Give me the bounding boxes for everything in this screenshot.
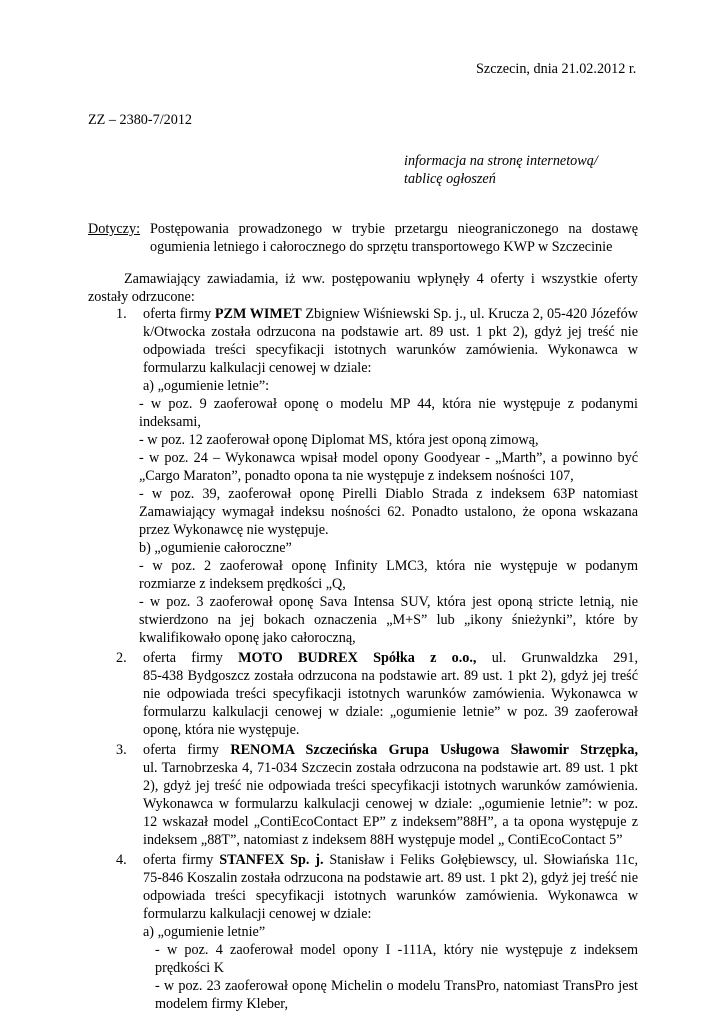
offer-4-line-3: odpowiada treści specyfikacji istotnych warunków zamówienia. Wykonawca w bbox=[143, 888, 638, 904]
intro-line-2: zostały odrzucone: bbox=[88, 289, 195, 305]
offer-1-line-2: k/Otwocka została odrzucona na podstawie art. 89 ust. 1 pkt 2), gdyż jej treść nie bbox=[143, 324, 638, 340]
offer-2-line-1: oferta firmy MOTO BUDREX Spółka z o.o., ul. Grunwaldzka 291, bbox=[143, 650, 638, 666]
offer-1-b-item-2: - w poz. 3 zaoferował oponę Sava Intensa SUV, która jest oponą stricte letnią, nie bbox=[139, 594, 638, 610]
intro-line-1: Zamawiający zawiadamia, iż ww. postępowaniu wpłynęły 4 oferty i wszystkie oferty bbox=[124, 271, 638, 287]
offer-3-firm: RENOMA Szczecińska Grupa Usługowa Sławomir Strzępka, bbox=[230, 742, 638, 758]
offer-1-firm: PZM WIMET bbox=[214, 306, 302, 322]
offer-1-a-item-2: - w poz. 12 zaoferował oponę Diplomat MS, która jest oponą zimową, bbox=[139, 432, 539, 448]
offer-1-a-item-4-end: przez Wykonawcę nie występuje. bbox=[139, 522, 329, 538]
offer-1-b-item-2-cont: stwierdzono na jej bokach oznaczenia „M+S” lub „ikony śnieżynki”, które by bbox=[139, 612, 638, 628]
offer-1-a-item-3-cont: „Cargo Maraton”, ponadto opona ta nie występuje z indeksem nośności 107, bbox=[139, 468, 574, 484]
offer-1-number: 1. bbox=[116, 306, 127, 322]
offer-3-line-2: ul. Tarnobrzeska 4, 71-034 Szczecin została odrzucona na podstawie art. 89 ust. 1 pkt bbox=[143, 760, 638, 776]
offer-4-number: 4. bbox=[116, 852, 127, 868]
offer-1-b-item-1: - w poz. 2 zaoferował oponę Infinity LMC3, która nie występuje w podanym bbox=[139, 558, 638, 574]
offer-1-b-item-2-end: kwalifikowało oponę jako całoroczną, bbox=[139, 630, 356, 646]
reference-number: ZZ – 2380-7/2012 bbox=[88, 112, 193, 128]
offer-1-a-heading: a) „ogumienie letnie”: bbox=[143, 378, 270, 394]
offer-4-a-item-1-cont: prędkości K bbox=[155, 960, 224, 976]
offer-3-number: 3. bbox=[116, 742, 127, 758]
offer-2-line-5: oponę, która nie występuje. bbox=[143, 722, 300, 738]
offer-2-line-3: nie odpowiada treści specyfikacji istotnych warunków zamówienia. Wykonawca w bbox=[143, 686, 638, 702]
subject-line-2: ogumienia letniego i całorocznego do sprzętu transportowego KWP w Szczecinie bbox=[150, 239, 613, 255]
place-date: Szczecin, dnia 21.02.2012 r. bbox=[476, 61, 637, 77]
subject-line-1: Postępowania prowadzonego w trybie przetargu nieograniczonego na dostawę bbox=[150, 221, 638, 237]
offer-1-a-item-4: - w poz. 39, zaoferował oponę Pirelli Diablo Strada z indeksem 63P natomiast bbox=[139, 486, 638, 502]
offer-1-line-3: odpowiada treści specyfikacji istotnych warunków zamówienia. Wykonawca w bbox=[143, 342, 638, 358]
offer-1-a-item-1: - w poz. 9 zaoferował oponę o modelu MP 44, która nie występuje z podanymi bbox=[139, 396, 638, 412]
offer-4-a-item-1: - w poz. 4 zaoferował model opony I -111A, który nie występuje z indeksem bbox=[155, 942, 638, 958]
offer-1-a-item-4-cont: Zamawiający wymagał indeksu nośności 62. Ponadto ustalono, że opona wskazana bbox=[139, 504, 638, 520]
offer-1-a-item-1-cont: indeksami, bbox=[139, 414, 201, 430]
offer-3-line-6: indeksem „88T”, natomiast z indeksem 88H występuje model „ ContiEcoContact 5” bbox=[143, 832, 623, 848]
offer-4-line-2: 75-846 Koszalin została odrzucona na podstawie art. 89 ust. 1 pkt 2), gdyż jej treść nie bbox=[143, 870, 638, 886]
offer-3-line-5: 12 wskazał model „ContiEcoContact EP” z indeksem”88H”, a ta opona występuje z bbox=[143, 814, 638, 830]
offer-4-a-item-2-cont: modelem firmy Kleber, bbox=[155, 996, 288, 1012]
offer-4-a-heading: a) „ogumienie letnie” bbox=[143, 924, 266, 940]
subject-label: Dotyczy: bbox=[88, 221, 141, 237]
offer-2-line-2: 85-438 Bydgoszcz została odrzucona na podstawie art. 89 ust. 1 pkt 2), gdyż jej treść bbox=[143, 668, 638, 684]
offer-2-number: 2. bbox=[116, 650, 127, 666]
offer-1-b-heading: b) „ogumienie całoroczne” bbox=[139, 540, 292, 556]
offer-4-a-item-2: - w poz. 23 zaoferował oponę Michelin o modelu TransPro, natomiast TransPro jest bbox=[155, 978, 638, 994]
offer-3-line-4: Wykonawca w formularzu kalkulacji cenowej w dziale: „ogumienie letnie”: w poz. bbox=[143, 796, 638, 812]
offer-3-line-1: oferta firmy RENOMA Szczecińska Grupa Usługowa Sławomir Strzępka, bbox=[143, 742, 638, 758]
offer-1-a-item-3: - w poz. 24 – Wykonawca wpisał model opony Goodyear - „Marth”, a powinno być bbox=[139, 450, 638, 466]
notice-line-1: informacja na stronę internetową/ bbox=[404, 153, 598, 169]
offer-3-line-3: 2), gdyż jej treść nie odpowiada treści specyfikacji istotnych warunków zamówienia. bbox=[143, 778, 638, 794]
notice-line-2: tablicę ogłoszeń bbox=[404, 171, 496, 187]
offer-4-firm: STANFEX Sp. j. bbox=[219, 852, 324, 868]
offer-1-line-1: oferta firmy PZM WIMET Zbigniew Wiśniewski Sp. j., ul. Krucza 2, 05-420 Józefów bbox=[143, 306, 639, 322]
offer-2-firm: MOTO BUDREX Spółka z o.o., bbox=[238, 650, 477, 666]
offer-1-line-4: formularzu kalkulacji cenowej w dziale: bbox=[143, 360, 372, 376]
offer-4-line-1: oferta firmy STANFEX Sp. j. Stanisław i Feliks Gołębiewscy, ul. Słowiańska 11c, bbox=[143, 852, 639, 868]
offer-2-line-4: formularzu kalkulacji cenowej w dziale: „ogumienie letnie” w poz. 39 zaoferował bbox=[143, 704, 638, 720]
offer-1-b-item-1-cont: rozmiarze z indeksem prędkości „Q, bbox=[139, 576, 346, 592]
offer-4-line-4: formularzu kalkulacji cenowej w dziale: bbox=[143, 906, 372, 922]
